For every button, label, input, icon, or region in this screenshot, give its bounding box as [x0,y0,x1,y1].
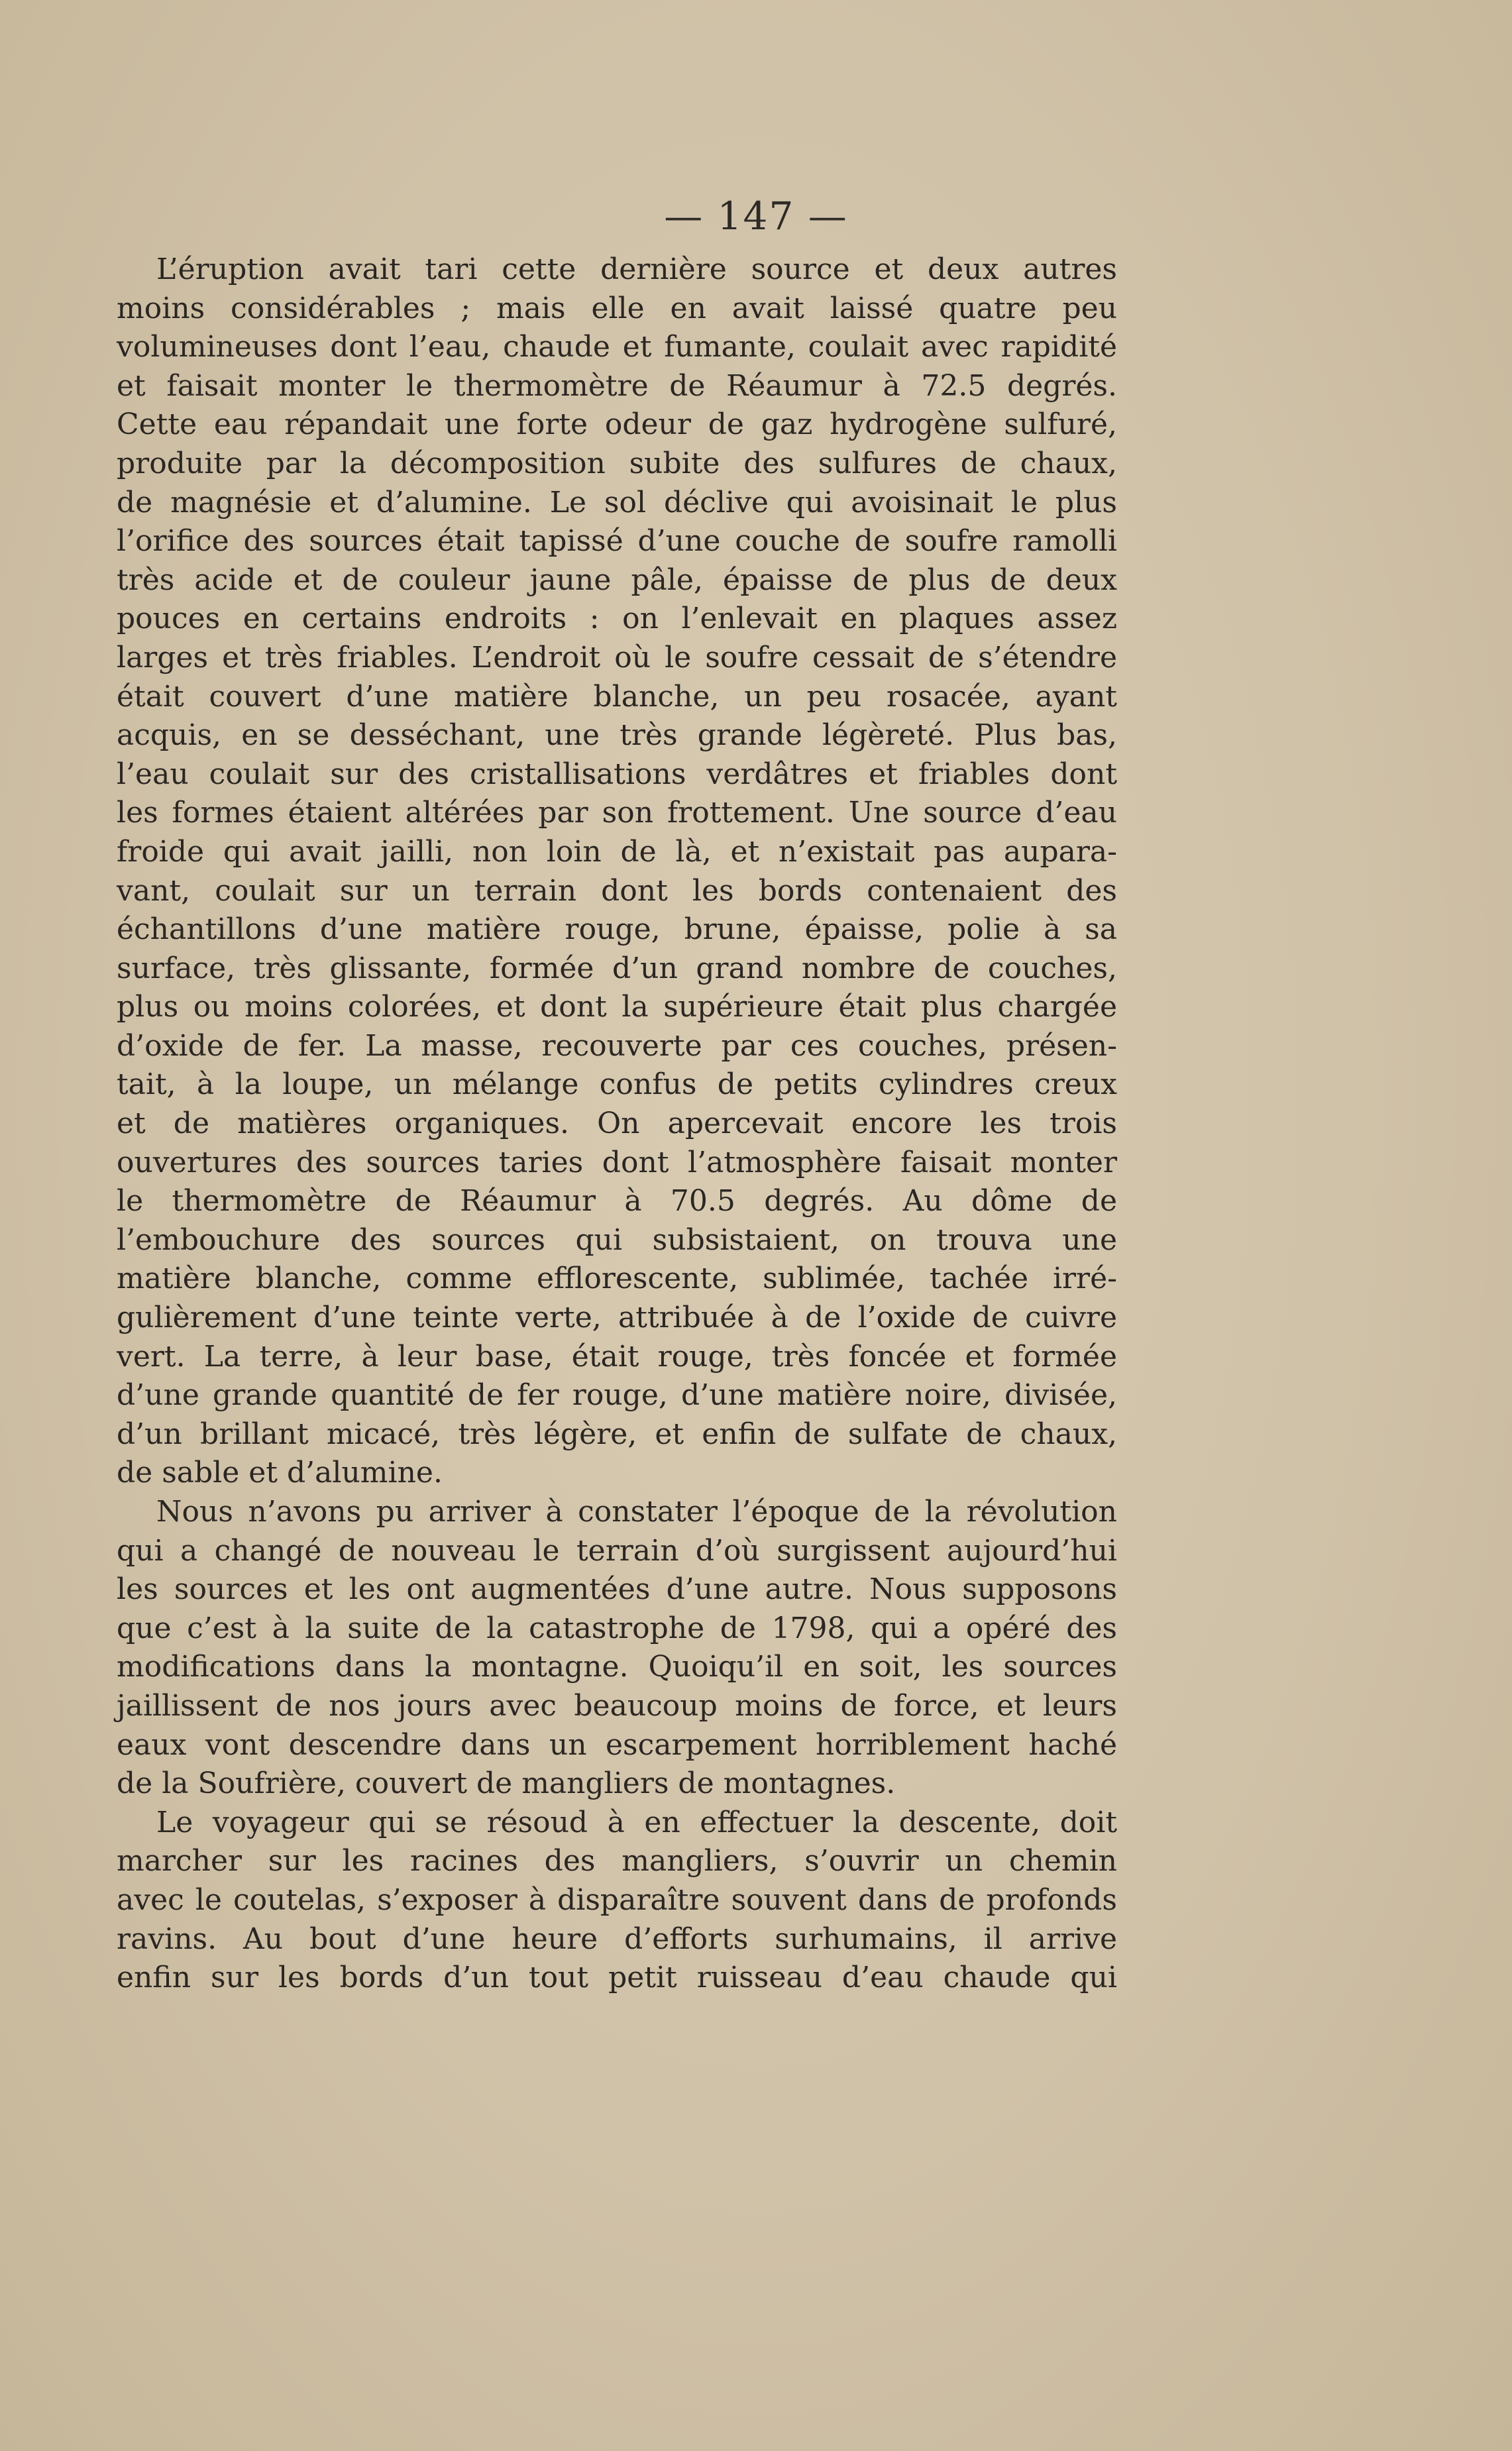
text-line: Le voyageur qui se résoud à en effectuer la descente, doit [156,1805,1117,1839]
text-line: échantillons d’une matière rouge, brune, épaisse, polie à sa [117,912,1117,947]
text-line: acquis, en se desséchant, une très grande légèreté. Plus bas, [117,718,1117,753]
text-line: tait, à la loupe, un mélange confus de petits cylindres creux [117,1067,1117,1102]
text-line: jaillissent de nos jours avec beaucoup moins de force, et leurs [117,1688,1117,1723]
text-line: surface, très glissante, formée d’un grand nombre de couches, [117,951,1117,985]
body-text [117,250,1117,1998]
text-line: d’un brillant micacé, très légère, et enfin de sulfate de chaux, [117,1417,1117,1451]
text-line: moins considérables ; mais elle en avait laissé quatre peu [117,291,1117,325]
text-line: l’orifice des sources était tapissé d’une couche de soufre ramolli [117,524,1117,559]
text-line: d’une grande quantité de fer rouge, d’une matière noire, divisée, [117,1378,1117,1413]
text-line: volumineuses dont l’eau, chaude et fumante, coulait avec rapidité [117,330,1117,364]
text-line: enfin sur les bords d’un tout petit ruisseau d’eau chaude qui [117,1961,1117,1995]
text-line: qui a changé de nouveau le terrain d’où surgissent aujourd’hui [117,1533,1117,1568]
text-line: gulièrement d’une teinte verte, attribuée à de l’oxide de cuivre [117,1301,1117,1335]
text-line: de magnésie et d’alumine. Le sol déclive qui avoisinait le plus [117,485,1117,519]
text-line: et de matières organiques. On apercevait encore les trois [117,1107,1117,1141]
text-line: pouces en certains endroits : on l’enlevait en plaques assez [117,602,1117,636]
text-line: produite par la décomposition subite des sulfures de chaux, [117,446,1117,480]
text-line: L’éruption avait tari cette dernière source et deux autres [156,252,1117,286]
text-line: les formes étaient altérées par son frottement. Une source d’eau [117,796,1117,830]
text-line: que c’est à la suite de la catastrophe de 1798, qui a opéré des [117,1611,1117,1645]
text-line: vant, coulait sur un terrain dont les bords contenaient des [117,873,1117,908]
text-line: le thermomètre de Réaumur à 70.5 degrés. Au dôme de [117,1184,1117,1219]
text-line: de la Soufrière, couvert de mangliers de montagnes. [117,1767,896,1801]
text-line: était couvert d’une matière blanche, un peu rosacée, ayant [117,679,1117,714]
text-line: l’embouchure des sources qui subsistaient, on trouva une [117,1223,1117,1257]
text-line: ouvertures des sources taries dont l’atmosphère faisait monter [117,1145,1117,1179]
text-line: larges et très friables. L’endroit où le soufre cessait de s’étendre [117,640,1117,675]
text-line: eaux vont descendre dans un escarpement horriblement haché [117,1727,1117,1762]
text-line: les sources et les ont augmentées d’une autre. Nous supposons [117,1572,1117,1607]
text-line: Nous n’avons pu arriver à constater l’époque de la révolution [156,1495,1117,1529]
text-line: plus ou moins colorées, et dont la supérieure était plus chargée [117,990,1117,1024]
text-line: vert. La terre, à leur base, était rouge, très foncée et formée [117,1339,1117,1374]
text-line: froide qui avait jailli, non loin de là, et n’existait pas aupara- [117,834,1117,869]
text-line: marcher sur les racines des mangliers, s’ouvrir un chemin [117,1844,1117,1879]
text-line: l’eau coulait sur des cristallisations verdâtres et friables dont [117,757,1117,791]
text-line: de sable et d’alumine. [117,1456,443,1490]
page-number: — 147 — [664,193,848,239]
text-line: Cette eau répandait une forte odeur de gaz hydrogène sulfuré, [117,408,1117,442]
text-line: modifications dans la montagne. Quoiqu’il en soit, les sources [117,1650,1117,1684]
text-line: très acide et de couleur jaune pâle, épaisse de plus de deux [117,563,1117,597]
text-line: ravins. Au bout d’une heure d’efforts surhumains, il arrive [117,1922,1117,1956]
text-line: d’oxide de fer. La masse, recouverte par ces couches, présen- [117,1028,1117,1063]
text-line: matière blanche, comme efflorescente, sublimée, tachée irré- [117,1262,1117,1296]
text-line: et faisait monter le thermomètre de Réaumur à 72.5 degrés. [117,368,1117,403]
text-line: avec le coutelas, s’exposer à disparaître souvent dans de profonds [117,1882,1117,1917]
